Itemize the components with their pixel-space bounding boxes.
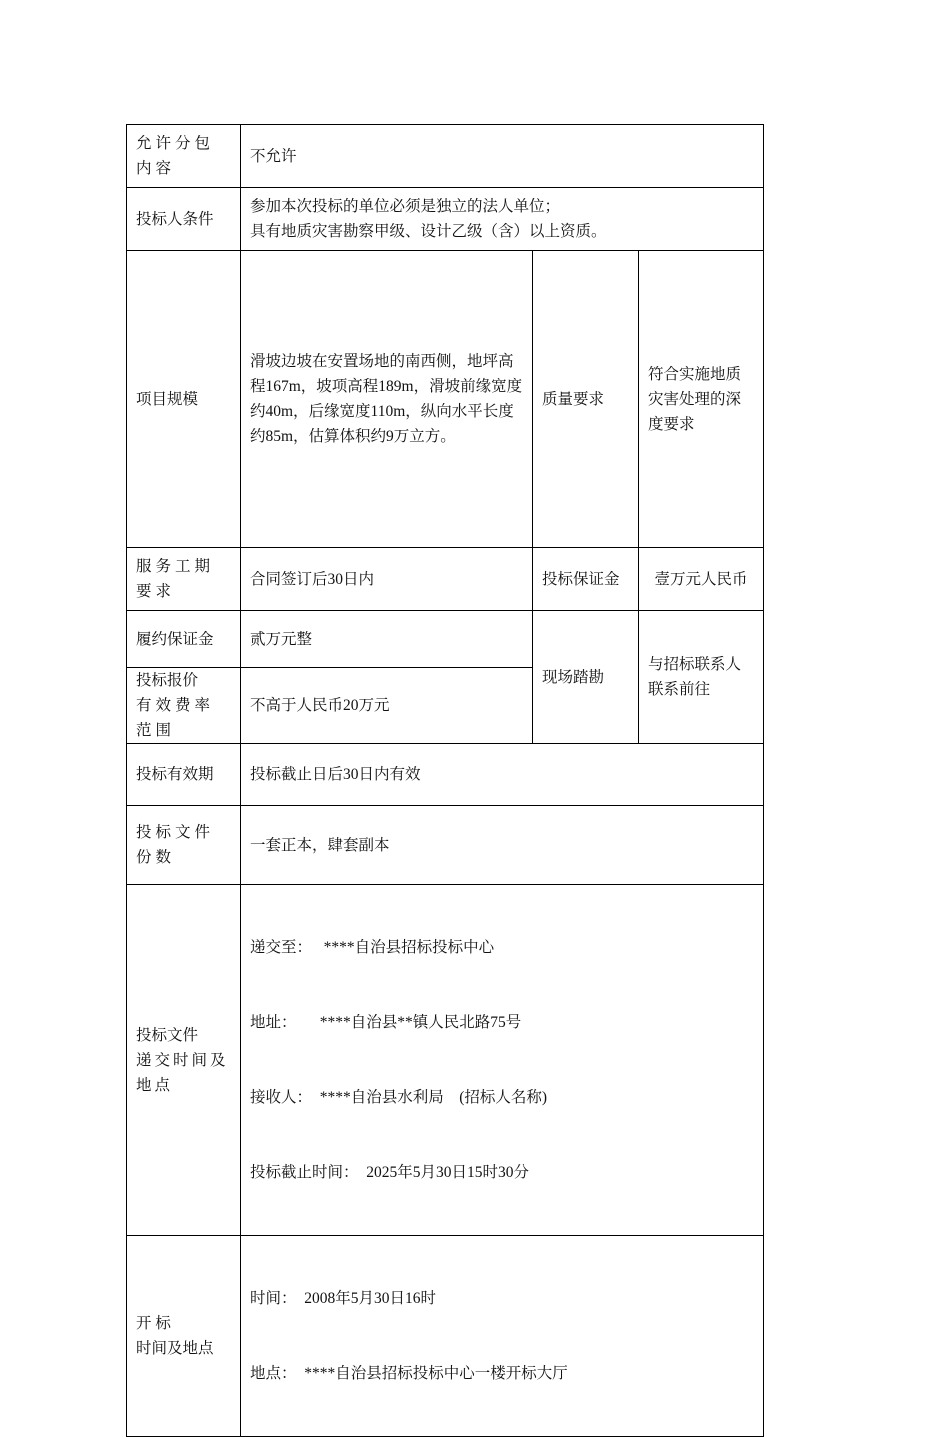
submission-line: 递交至： ****自治县招标投标中心 xyxy=(250,939,495,956)
value-performance-bond: 贰万元整 xyxy=(241,611,533,668)
label-site-visit: 现场踏勘 xyxy=(533,611,639,744)
label-quality: 质量要求 xyxy=(533,251,639,548)
label-line: 投标文件 xyxy=(136,1026,199,1044)
row-bidder-conditions xyxy=(127,188,764,251)
value-site-visit: 与招标联系人联系前往 xyxy=(639,611,764,744)
row-subcontract xyxy=(127,125,764,188)
label-line: 投标报价 xyxy=(136,672,199,689)
value-validity: 投标截止日后30日内有效 xyxy=(241,744,764,806)
value-service-period: 合同签订后30日内 xyxy=(241,548,533,611)
opening-line: 地点： ****自治县招标投标中心一楼开标大厅 xyxy=(250,1365,568,1382)
value-project-scale: 滑坡边坡在安置场地的南西侧，地坪高程167m，坡项高程189m，滑坡前缘宽度约40m，后缘宽度110m，纵向水平长度约85m，估算体积约9万立方。 xyxy=(241,251,533,548)
label-project-scale: 项目规模 xyxy=(127,251,241,548)
value-opening xyxy=(241,1236,764,1437)
row-submission xyxy=(127,885,764,1236)
bidder-condition-line: 参加本次投标的单位必须是独立的法人单位； xyxy=(250,198,561,215)
label-performance-bond: 履约保证金 xyxy=(127,611,241,668)
label-submission xyxy=(127,885,241,1236)
label-line: 开 标 xyxy=(136,1315,171,1332)
label-line: 递交时间及地点 xyxy=(136,1051,229,1094)
tender-info-table xyxy=(126,124,764,1437)
row-validity xyxy=(127,744,764,806)
row-copies xyxy=(127,806,764,885)
label-opening xyxy=(127,1236,241,1437)
value-submission xyxy=(241,885,764,1236)
value-subcontract: 不允许 xyxy=(241,125,764,188)
label-service-period: 服务工期要求 xyxy=(127,548,241,611)
value-bidder-conditions xyxy=(241,188,764,251)
label-bid-price xyxy=(127,668,241,744)
label-validity: 投标有效期 xyxy=(127,744,241,806)
label-bid-bond: 投标保证金 xyxy=(533,548,639,611)
value-bid-bond: 壹万元人民币 xyxy=(639,548,764,611)
row-opening xyxy=(127,1236,764,1437)
opening-line: 时间： 2008年5月30日16时 xyxy=(250,1290,437,1307)
label-line: 时间及地点 xyxy=(136,1340,214,1357)
submission-line: 接收人： ****自治县水利局 (招标人名称) xyxy=(250,1089,548,1106)
label-line: 有效费率范围 xyxy=(136,697,215,739)
value-bid-price: 不高于人民币20万元 xyxy=(241,668,533,744)
submission-line: 投标截止时间： 2025年5月30日15时30分 xyxy=(250,1164,530,1181)
value-quality: 符合实施地质灾害处理的深度要求 xyxy=(639,251,764,548)
bidder-condition-line: 具有地质灾害勘察甲级、设计乙级（含）以上资质。 xyxy=(250,223,607,240)
label-copies: 投标文件份数 xyxy=(127,806,241,885)
label-subcontract: 允许分包内容 xyxy=(127,125,241,188)
value-copies: 一套正本，肆套副本 xyxy=(241,806,764,885)
submission-line: 地址： ****自治县**镇人民北路75号 xyxy=(250,1014,522,1031)
label-bidder-conditions: 投标人条件 xyxy=(127,188,241,251)
row-performance-bond xyxy=(127,611,764,668)
row-service-period xyxy=(127,548,764,611)
row-project-scale xyxy=(127,251,764,548)
